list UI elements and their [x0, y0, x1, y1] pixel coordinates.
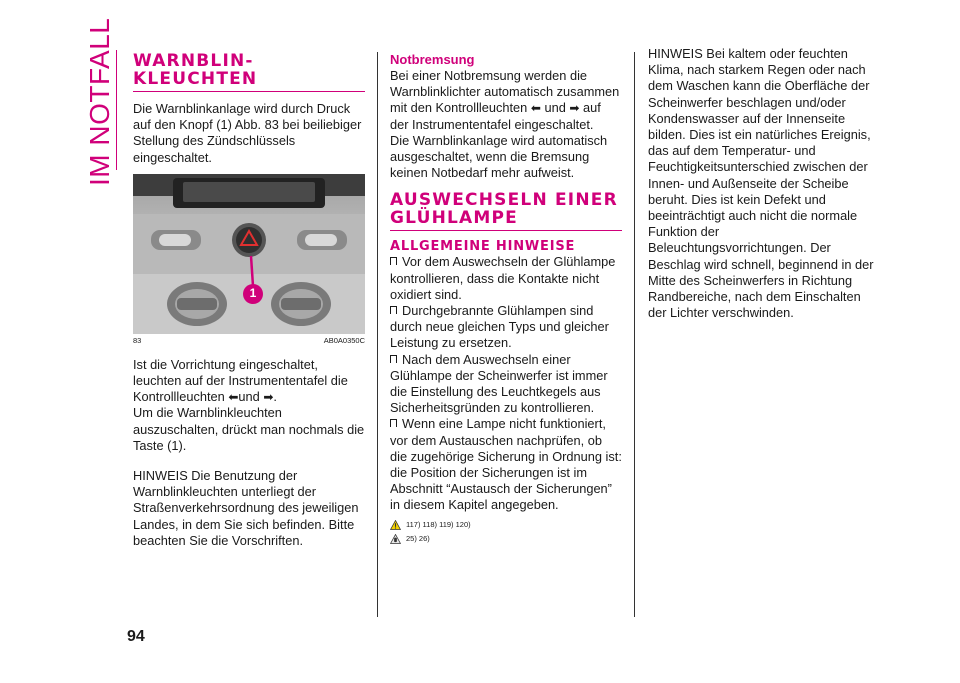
caution-hand-icon: [390, 534, 401, 544]
condensation-note: HINWEIS Bei kaltem oder feuchten Klima, nach starkem Regen oder nach dem Waschen kann die Oberfläche der Scheinwerfer beschlagen und/oder Kondenswasser auf der Innenseite bilden. Dies ist ein natürliches Ereignis, das auf dem Temperatur- und Feuchtigkeitsunterschied zwischen der Innen- und Außenseite der Scheibe beruht. Dies ist kein Defekt und beeinträchtigt auch nicht die normale Funktion der Beleuchtungsvorrichtungen. Der Beschlag wird schnell, beginnend in der Mitte des Scheinwerfers in Richtung Randbereiche, nach dem Einschalten der Lichter verschwinden.: [648, 46, 874, 321]
warning-triangle-icon: [390, 520, 401, 530]
dashboard-photo: [133, 174, 365, 334]
column-hazard-lights: [133, 52, 365, 549]
bullet-icon: [390, 257, 397, 265]
figure-number: 83: [133, 335, 142, 345]
on-state-text: Ist die Vorrichtung eingeschaltet, leuchten auf der Instrumententafel die Kontrollleuchten: [133, 356, 348, 405]
bullet-text: Nach dem Auswechseln einer Glühlampe der Scheinwerfer ist immer die Einstellung des Leuchtkegels aus Sicherheitsgründen zu kontrollieren.: [390, 351, 608, 416]
column-emergency-brake: [390, 52, 622, 544]
emergency-brake-text-b: auf der Instrumententafel eingeschaltet.: [390, 100, 601, 132]
off-paragraph: Um die Warnblinkleuchten auszuschalten, drückt man nochmals die Taste (1).: [133, 405, 365, 453]
turn-right-arrow-icon: ➡: [569, 101, 580, 116]
intro-paragraph: Die Warnblinkanlage wird durch Druck auf den Knopf (1) Abb. 83 bei beiliebiger Stellung des Zündschlüssels eingeschaltet.: [133, 101, 362, 165]
figure-caption: [133, 336, 365, 345]
subsection-allgemeine-hinweise: ALLGEMEINE HINWEISE: [390, 239, 576, 255]
turn-left-arrow-icon: ⬅: [530, 101, 541, 116]
turn-left-arrow-icon: ⬅: [228, 390, 239, 405]
on-state-und: und: [238, 389, 260, 405]
emergency-brake-paragraph: [390, 68, 622, 133]
bullet-item: [390, 416, 622, 513]
figure-callout-1: 1: [249, 285, 257, 300]
section-heading-warnblinkleuchten: WARNBLIN- KLEUCHTEN: [133, 51, 258, 89]
bullet-item: [390, 303, 622, 352]
emergency-brake-und: und: [544, 100, 566, 116]
bullet-text: Vor dem Auswechseln der Glühlampe kontrollieren, dass die Kontakte nicht oxidiert sind.: [390, 254, 616, 302]
on-state-end: .: [273, 389, 277, 405]
side-chapter-rule: [116, 50, 117, 170]
page-number: 94: [127, 628, 145, 645]
bullet-item: [390, 254, 622, 303]
warning-references: [390, 520, 622, 530]
bullet-icon: [390, 306, 397, 314]
bullet-icon: [390, 419, 397, 427]
note-paragraph: HINWEIS Die Benutzung der Warnblinkleuchten unterliegt der Straßenverkehrsordnung des jeweiligen Landes, in dem Sie sich befinden. Bitte beachten Sie die Vorschriften.: [133, 468, 359, 548]
bullet-text: Wenn eine Lampe nicht funktioniert, vor dem Austauschen nachprüfen, ob die zugehörige Sicherung in Ordnung ist: die Position der Sicherungen ist im Abschnitt “Austausch der Sicherungen” in diesem Kapitel angegeben.: [390, 416, 622, 513]
emergency-brake-text-a: Bei einer Notbremsung werden die Warnblinklichter automatisch zusammen mit den Kontrollleuchten: [390, 68, 620, 116]
column-condensation-note: [648, 46, 880, 321]
caution-references: [390, 534, 622, 544]
on-state-paragraph: [133, 357, 365, 406]
warning-refs-text: 117) 118) 119) 120): [406, 520, 471, 530]
section-heading-auswechseln: AUSWECHSELN EINER GLÜHLAMPE: [390, 190, 618, 229]
column-divider-1: [377, 52, 378, 617]
figure-code: AB0A0350C: [323, 335, 365, 345]
turn-right-arrow-icon: ➡: [263, 390, 274, 405]
side-chapter-title: IM NOTFALL: [84, 17, 115, 186]
auto-off-paragraph: Die Warnblinkanlage wird automatisch ausgeschaltet, wenn die Bremsung keinen Notbedarf mehr aufweist.: [390, 132, 608, 181]
bullet-text: Durchgebrannte Glühlampen sind durch neue gleichen Typs und gleicher Leistung zu ersetzen.: [390, 303, 609, 351]
dashboard-figure: [133, 174, 365, 334]
subheading-notbremsung: Notbremsung: [390, 52, 475, 67]
bullet-icon: [390, 355, 397, 363]
bullet-item: [390, 352, 622, 417]
caution-refs-text: 25) 26): [406, 534, 430, 544]
column-divider-2: [634, 52, 635, 617]
